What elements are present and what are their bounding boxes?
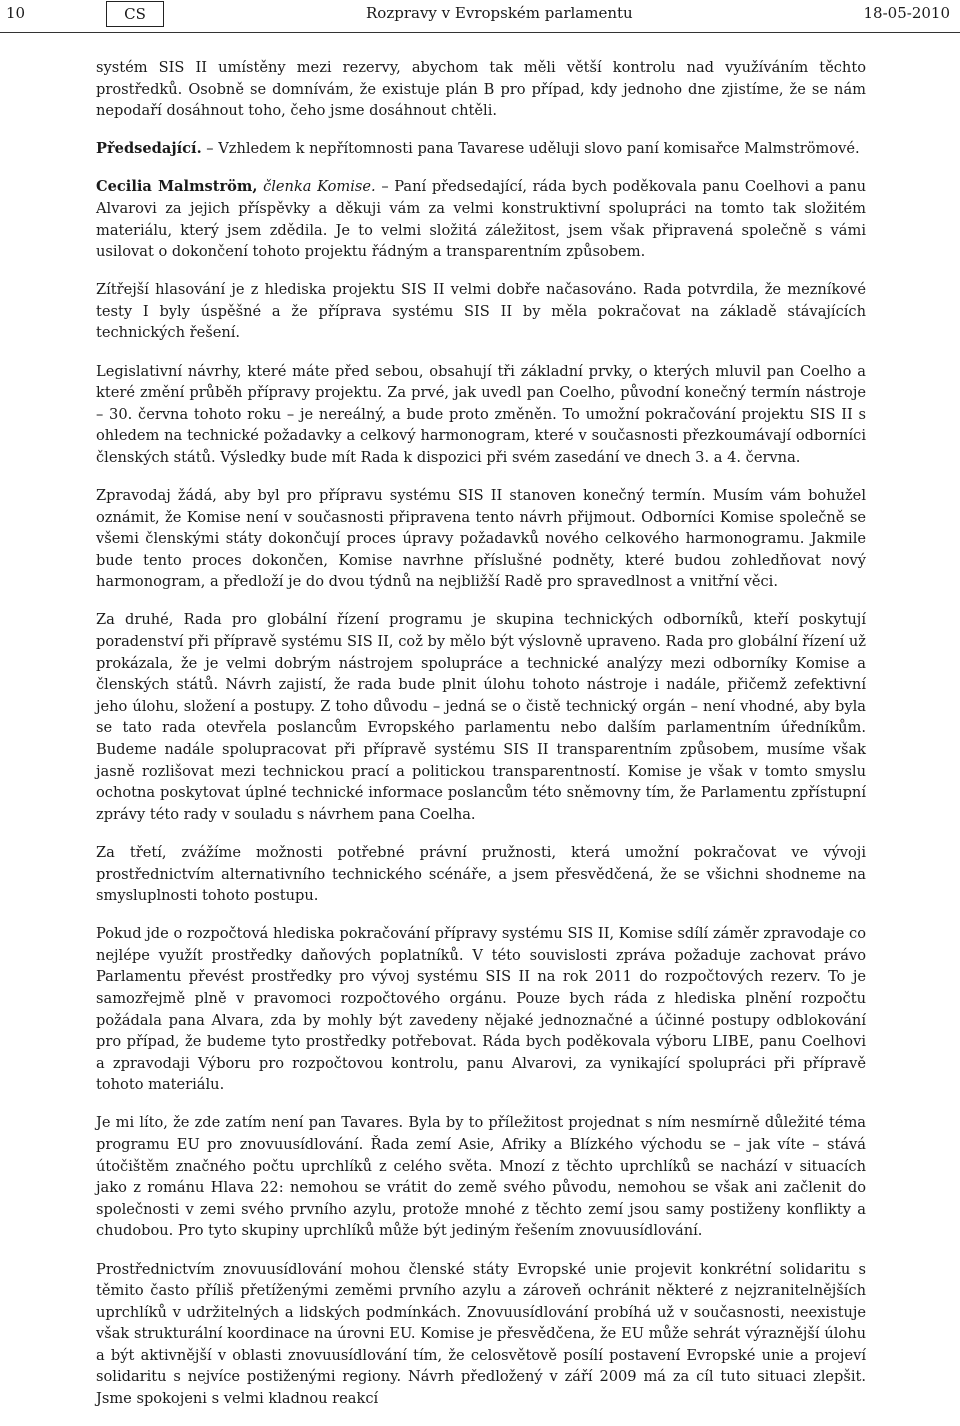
debate-text <box>96 57 866 1426</box>
paragraph <box>96 176 866 262</box>
paragraph-text: Pokud jde o rozpočtová hlediska pokračování přípravy systému SIS II, Komise sdílí záměr zpravodaje co nejlépe využít prostředky daňových poplatníků. V této souvislosti zpráva požaduje zachovat právo Parlamentu převést prostředky pro vývoj systému SIS II na rok 2011 do rozpočtových rezerv. To je samozřejmě plně v pravomoci rozpočtového orgánu. Pouze bych ráda z hlediska plnění rozpočtu požádala pana Alvara, zda by mohly být zavedeny nějaké jednoznačné a účinné postupy odblokování pro případ, že budeme tyto prostředky potřebovat. Ráda bych poděkovala výboru LIBE, panu Coelhovi a zpravodaji Výboru pro rozpočtovou kontrolu, panu Alvarovi, za vynikající spolupráci při přípravě tohoto materiálu. <box>96 925 866 1094</box>
paragraph <box>96 138 866 160</box>
paragraph-text: Je mi líto, že zde zatím není pan Tavares. Byla by to příležitost projednat s ním nesmírně důležité téma programu EU pro znovuusídlování. Řada zemí Asie, Afriky a Blízkého východu se – jak víte – stává útočištěm značného počtu uprchlíků z celého světa. Mnozí z těchto uprchlíků se nachází v situacích jako z románu Hlava 22: nemohou se vrátit do země svého původu, nemohou se však ani začlenit do společnosti v zemi svého prvního azylu, protože mnohé z těchto zemí jsou samy postiženy konflikty a chudobou. Pro tyto skupiny uprchlíků může být jediným řešením znovuusídlování. <box>96 1114 866 1240</box>
paragraph <box>96 485 866 593</box>
header-rule <box>0 32 960 33</box>
paragraph <box>96 1112 866 1242</box>
paragraph <box>96 923 866 1096</box>
paragraph-text: Za třetí, zvážíme možnosti potřebné právní pružnosti, která umožní pokračovat ve vývoji prostřednictvím alternativního technického scénáře, a jsem přesvědčená, že se všichni shodneme na smysluplnosti tohoto postupu. <box>96 843 866 905</box>
page-number: 10 <box>6 4 26 22</box>
journal-title: Rozpravy v Evropském parlamentu <box>366 4 633 22</box>
speaker-name: Předsedající. <box>96 140 202 158</box>
paragraph <box>96 842 866 907</box>
paragraph-text: systém SIS II umístěny mezi rezervy, abychom tak měli větší kontrolu nad využíváním těchto prostředků. Osobně se domnívám, že existuje plán B pro případ, kdy jednoho dne zjistíme, že se nám nepodaří dosáhnout toho, čeho jsme dosáhnout chtěli. <box>96 59 866 120</box>
paragraph <box>96 1259 866 1410</box>
speaker-role: členka Komise. <box>257 178 376 196</box>
paragraph-text: Legislativní návrhy, které máte před sebou, obsahují tři základní prvky, o kterých mluvil pan Coelho a které změní průběh přípravy projektu. Za prvé, jak uvedl pan Coelho, původní konečný termín nástroje – 30. června tohoto roku – je nereálný, a bude proto změněn. To umožní pokračování projektu SIS II s ohledem na technické požadavky a celkový harmonogram, které v současnosti přezkoumávají odborníci členských států. Výsledky bude mít Rada k dispozici při svém zasedání ve dnech 3. a 4. června. <box>96 362 866 466</box>
speaker-name: Cecilia Malmström, <box>96 178 258 196</box>
paragraph <box>96 57 866 122</box>
paragraph <box>96 361 866 469</box>
paragraph-text: Za druhé, Rada pro globální řízení programu je skupina technických odborníků, kteří poskytují poradenství při přípravě systému SIS II, což by mělo být výslovně upraveno. Rada pro globální řízení už prokázala, že je velmi dobrým nástrojem spolupráce a technické analýzy mezi odborníky Komise a členských států. Návrh zajistí, že rada bude plnit úlohu tohoto nástroje i nadále, přičemž zefektivní jeho úlohu, složení a postupy. Z toho důvodu – jedná se o čistě technický orgán – není vhodné, aby byla se tato rada otevřela poslancům Evropského parlamentu nebo dalším parlamentním úředníkům. Budeme nadále spolupracovat při přípravě systému SIS II transparentním způsobem, musíme však jasně rozlišovat mezi technickou prací a politickou transparentností. Komise je však v tomto smyslu ochotna poskytovat úplné technické informace poslancům této sněmovny tím, že Parlamentu zpřístupní zprávy této rady v souladu s návrhem pana Coelha. <box>96 611 866 823</box>
paragraph-text: Zpravodaj žádá, aby byl pro přípravu systému SIS II stanoven konečný termín. Musím vám bohužel oznámit, že Komise není v současnosti připravena tento návrh přijmout. Odborníci Komise společně se všemi členskými státy dokončují proces úpravy požadavků nového celkového harmonogramu. Jakmile bude tento proces dokončen, Komise navrhne příslušné podněty, které budou zohledňovat nový harmonogram, a předloží je do dvou týdnů na nejbližší Radě pro spravedlnost a vnitřní věci. <box>96 487 866 591</box>
paragraph-text: – Paní předsedající, ráda bych poděkovala panu Coelhovi a panu Alvarovi za jejich příspěvky a děkuji vám za velmi konstruktivní spolupráci na tomto tak složitém materiálu, který jsem zdědila. Je to velmi složitá záležitost, jsem však připravená společně s vámi usilovat o dokončení tohoto projektu řádným a transparentním způsobem. <box>96 178 867 261</box>
session-date: 18-05-2010 <box>863 4 950 22</box>
paragraph <box>96 279 866 344</box>
page-header <box>0 0 960 30</box>
paragraph-text: Prostřednictvím znovuusídlování mohou členské státy Evropské unie projevit konkrétní solidaritu s těmito často příliš přetíženými zeměmi prvního azylu a zároveň ochránit některé z nejzranitelnějších uprchlíků v udržitelných a lidských podmínkách. Znovuusídlování probíhá už v současnosti, neexistuje však strukturální koordinace na úrovni EU. Komise je přesvědčena, že EU může sehrát výraznější úlohu a být aktivnější v oblasti znovuusídlování tím, že celosvětově posílí postavení Evropské unie a projeví solidaritu s nejvíce postiženými regiony. Návrh předložený v září 2009 má za cíl tuto situaci zlepšit. Jsme spokojeni s velmi kladnou reakcí <box>96 1260 866 1408</box>
language-code-box: CS <box>106 1 164 27</box>
paragraph <box>96 609 866 825</box>
paragraph-text: – Vzhledem k nepřítomnosti pana Tavarese uděluji slovo paní komisařce Malmströmové. <box>201 140 860 158</box>
paragraph-text: Zítřejší hlasování je z hlediska projektu SIS II velmi dobře načasováno. Rada potvrdila, že mezníkové testy I byly úspěšné a že příprava systému SIS II by měla pokračovat na základě stávajících technických řešení. <box>96 281 866 342</box>
